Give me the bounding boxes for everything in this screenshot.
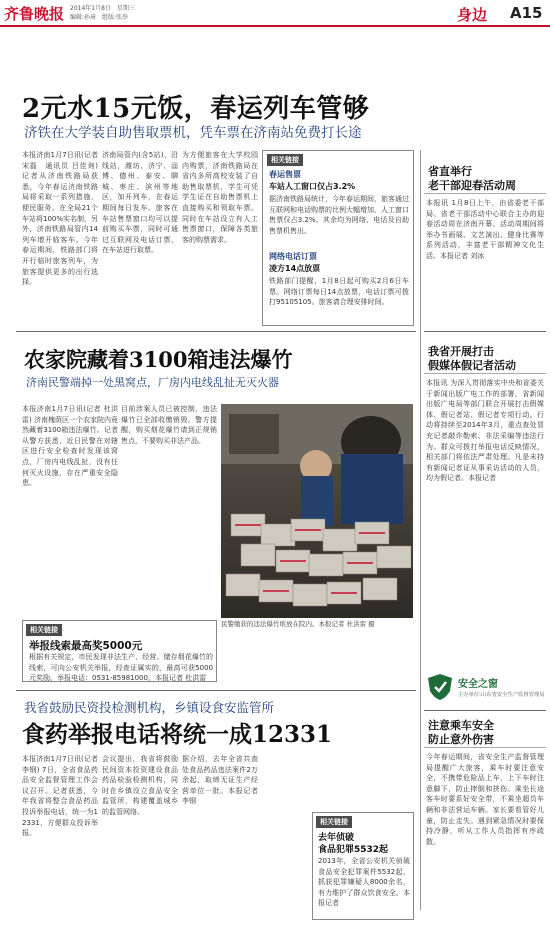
story3-headline: 食药举报电话将统一成12331 <box>22 721 333 748</box>
right-top-rule <box>424 193 546 194</box>
right-column-rule <box>420 150 421 910</box>
page-number: A15 <box>510 4 543 22</box>
safety-window-sub: 主办单位:山东省安全生产监督管理局 <box>458 692 545 698</box>
masthead-logo: 齐鲁晚报 <box>4 5 65 23</box>
related-item1-sub: 车站人工窗口仅占3.2% <box>269 182 356 191</box>
food-crime-tag: 相关链接 <box>316 816 352 828</box>
story2-column-1: 本报济南1月7日讯(记者 杜洪雷) 济南槐荫区一个农家院内竟然藏着3100箱违法爆竹。记者从警方获悉，近日民警在对辖区进行安全检查时发现该窝点，厂房内电线乱扯，没有任何灭火设施，存在严重安全隐患。 <box>22 405 118 488</box>
story3-column-3: 据介绍，去年全省共查处食品药品违法案件2万余起，取缔无证生产经营单位一批。本报记者 李钢 <box>182 755 258 806</box>
story3-column-2: 会议提出，我省将鼓励民间资本投资建设食品药品检验检测机构，同时在乡镇设立食品安全监管所，构建覆盖城乡的监管网络。 <box>102 755 178 816</box>
right-bottom-title-1: 注意乘车安全 <box>428 719 494 732</box>
fireworks-photo <box>221 404 413 618</box>
reward-link-box <box>22 620 217 682</box>
right-bottom-rule <box>424 747 546 748</box>
masthead-staff: 编辑:孙琦 组版:张举 <box>70 14 129 21</box>
right-mid-kicker: 我省开展打击 <box>428 345 494 358</box>
right-mid-title: 假媒体假记者活动 <box>428 359 516 372</box>
right-top-kicker: 省直举行 <box>428 165 472 178</box>
safety-window-logo <box>426 671 546 707</box>
right-bottom-title-2: 防止意外伤害 <box>428 733 494 746</box>
photo-caption: 民警缴获的违法爆竹堆放在院内。本报记者 杜洪雷 摄 <box>221 620 375 628</box>
story3-top-rule <box>16 690 416 691</box>
story3-kicker: 我省鼓励民资投检测机构，乡镇设食安监管所 <box>24 700 275 715</box>
story3-column-1: 本报济南1月7日讯(记者 李钢) 7日，全省食品药品安全监督管理工作会议召开。记者获悉，今年我省将整合食品药品投诉举报电话，统一为12331，方便群众投诉举报。 <box>22 755 98 838</box>
reward-title: 举报线索最高奖5000元 <box>29 640 143 652</box>
right-bottom-top-rule <box>424 710 546 711</box>
masthead-date: 2014年1月8日 星期三 <box>70 5 135 12</box>
related-links-box <box>262 150 414 326</box>
lead-subhead: 济铁在大学装自助售取票机，凭车票在济南站免费打长途 <box>24 125 362 141</box>
fireworks-photo-illustration <box>221 404 413 618</box>
story2-headline: 农家院藏着3100箱违法爆竹 <box>24 347 293 372</box>
lead-headline: 2元水15元饭，春运列车管够 <box>22 94 370 124</box>
right-mid-body: 本报讯 为深入贯彻落实中央和省委关于新闻出版广电工作的部署，省新闻出版广电局等部门联合开展打击假媒体、假记者站、假记者专项行动。行动将持续至2014年3月，重点查处冒充记者敲诈勒索、非法采编等违法行为。群众可拨打举报电话反映情况，相关部门将依法严肃处理。凡是未持有新闻记者证从事采访活动的人员，均为假记者。本报记者 <box>426 379 544 483</box>
right-top-title: 老干部迎春活动周 <box>428 179 516 192</box>
right-top-body: 本报讯 1月8日上午，由省委老干部局、省老干部活动中心联合主办的迎春活动周在济南开幕。活动周期间将举办书画展、文艺演出、健身比赛等系列活动，丰富老干部精神文化生活。本报记者 刘冰 <box>426 199 544 260</box>
story3-column-4 <box>262 754 308 920</box>
safety-window-title: 安全之窗 <box>458 679 498 690</box>
safety-shield-icon <box>426 673 454 701</box>
section-name: 身边 <box>457 6 488 24</box>
reward-body: 根据有关规定，市民发现非法生产、经营、储存烟花爆竹的线索，可向公安机关举报，经查证属实的，最高可获5000元奖励。举报电话：0531-85981000。本报记者 杜洪雷 <box>29 653 213 682</box>
lead-column-3: 为方便旅客在大学校园内购票，济南铁路局在省内多所高校安装了自助售取票机，学生可凭学生证在自助售票机上直接购买和领取车票。同时在车站设立有人工售票窗口，保障各类旅客的购票需求。 <box>182 151 258 244</box>
related-item1-title: 春运售票 <box>269 170 301 179</box>
food-crime-body: 2013年，全省公安机关侦破食品安全犯罪案件5532起，抓获犯罪嫌疑人8000余名，有力维护了群众饮食安全。本报记者 <box>318 857 410 908</box>
story2-subhead: 济南民警端掉一处黑窝点，厂房内电线乱扯无灭火器 <box>26 376 279 389</box>
related-links-tag: 相关链接 <box>267 154 303 166</box>
right-mid-rule <box>424 373 546 374</box>
right-top-bottom-rule <box>424 331 546 332</box>
food-crime-title-1: 去年侦破 <box>318 833 355 843</box>
food-crime-title-2: 食品犯罪5532起 <box>318 845 389 855</box>
masthead-rule <box>0 25 550 27</box>
story2-column-2: 目前涉案人员已被控制，违法爆竹已全部收缴销毁。警方提醒，购买烟花爆竹请到正规销售点，不要购买非法产品。 <box>121 405 217 445</box>
right-bottom-body: 今年春运期间，省安全生产监督管理局提醒广大旅客，乘车时要注意安全，不携带危险品上车，上下车时注意脚下，防止摔倒和挤伤。乘坐长途客车时要系好安全带，不乘坐超员车辆和非法营运车辆。家长要看管好儿童，防止走失。遇到紧急情况时要保持冷静，听从工作人员指挥有序疏散。 <box>426 753 544 846</box>
food-crime-box <box>312 812 414 920</box>
related-item2-sub: 凌方14点放票 <box>269 264 321 273</box>
lead-column-1: 本报济南1月7日讯(记者 宋磊 通讯员 吕佳询) 记者从济南铁路局获悉，今年春运济南铁路局将采取一系列措施，便民服务。在全局21个车站将100%实名制，另外，济南铁路局管内14列车增开临客车。今年春运期间，铁路部门将开行临时旅客列车，为旅客提供更多的出行选择。 <box>22 151 98 287</box>
related-item2-body: 铁路部门提醒，1月8日起可购买2月6日车票。网络订票每日14点放票，电话订票可拨打95105105。旅客请合理安排时间。 <box>269 277 409 307</box>
lead-column-2: 济南局管内(含5站)、沿线站，潍坊、济宁、淄博、德州、泰安、聊城、枣庄、滨州等地区，加开列车，在春运期间每日发车。旅客在车站售票窗口均可以提前购买车票，同时可通过互联网及电话订票，在车站进行取票。 <box>102 151 178 255</box>
masthead <box>0 0 550 24</box>
lead-bottom-rule <box>16 331 416 332</box>
reward-link-tag: 相关链接 <box>26 624 62 636</box>
related-item1-body: 据济南铁路局统计，今年春运期间，旅客通过互联网和电话购票的比例大幅增加，人工窗口售票仅占3.2%。其余均为网络、电话及自助售票机售出。 <box>269 195 409 235</box>
related-item2-title: 网络电话订票 <box>269 252 317 261</box>
